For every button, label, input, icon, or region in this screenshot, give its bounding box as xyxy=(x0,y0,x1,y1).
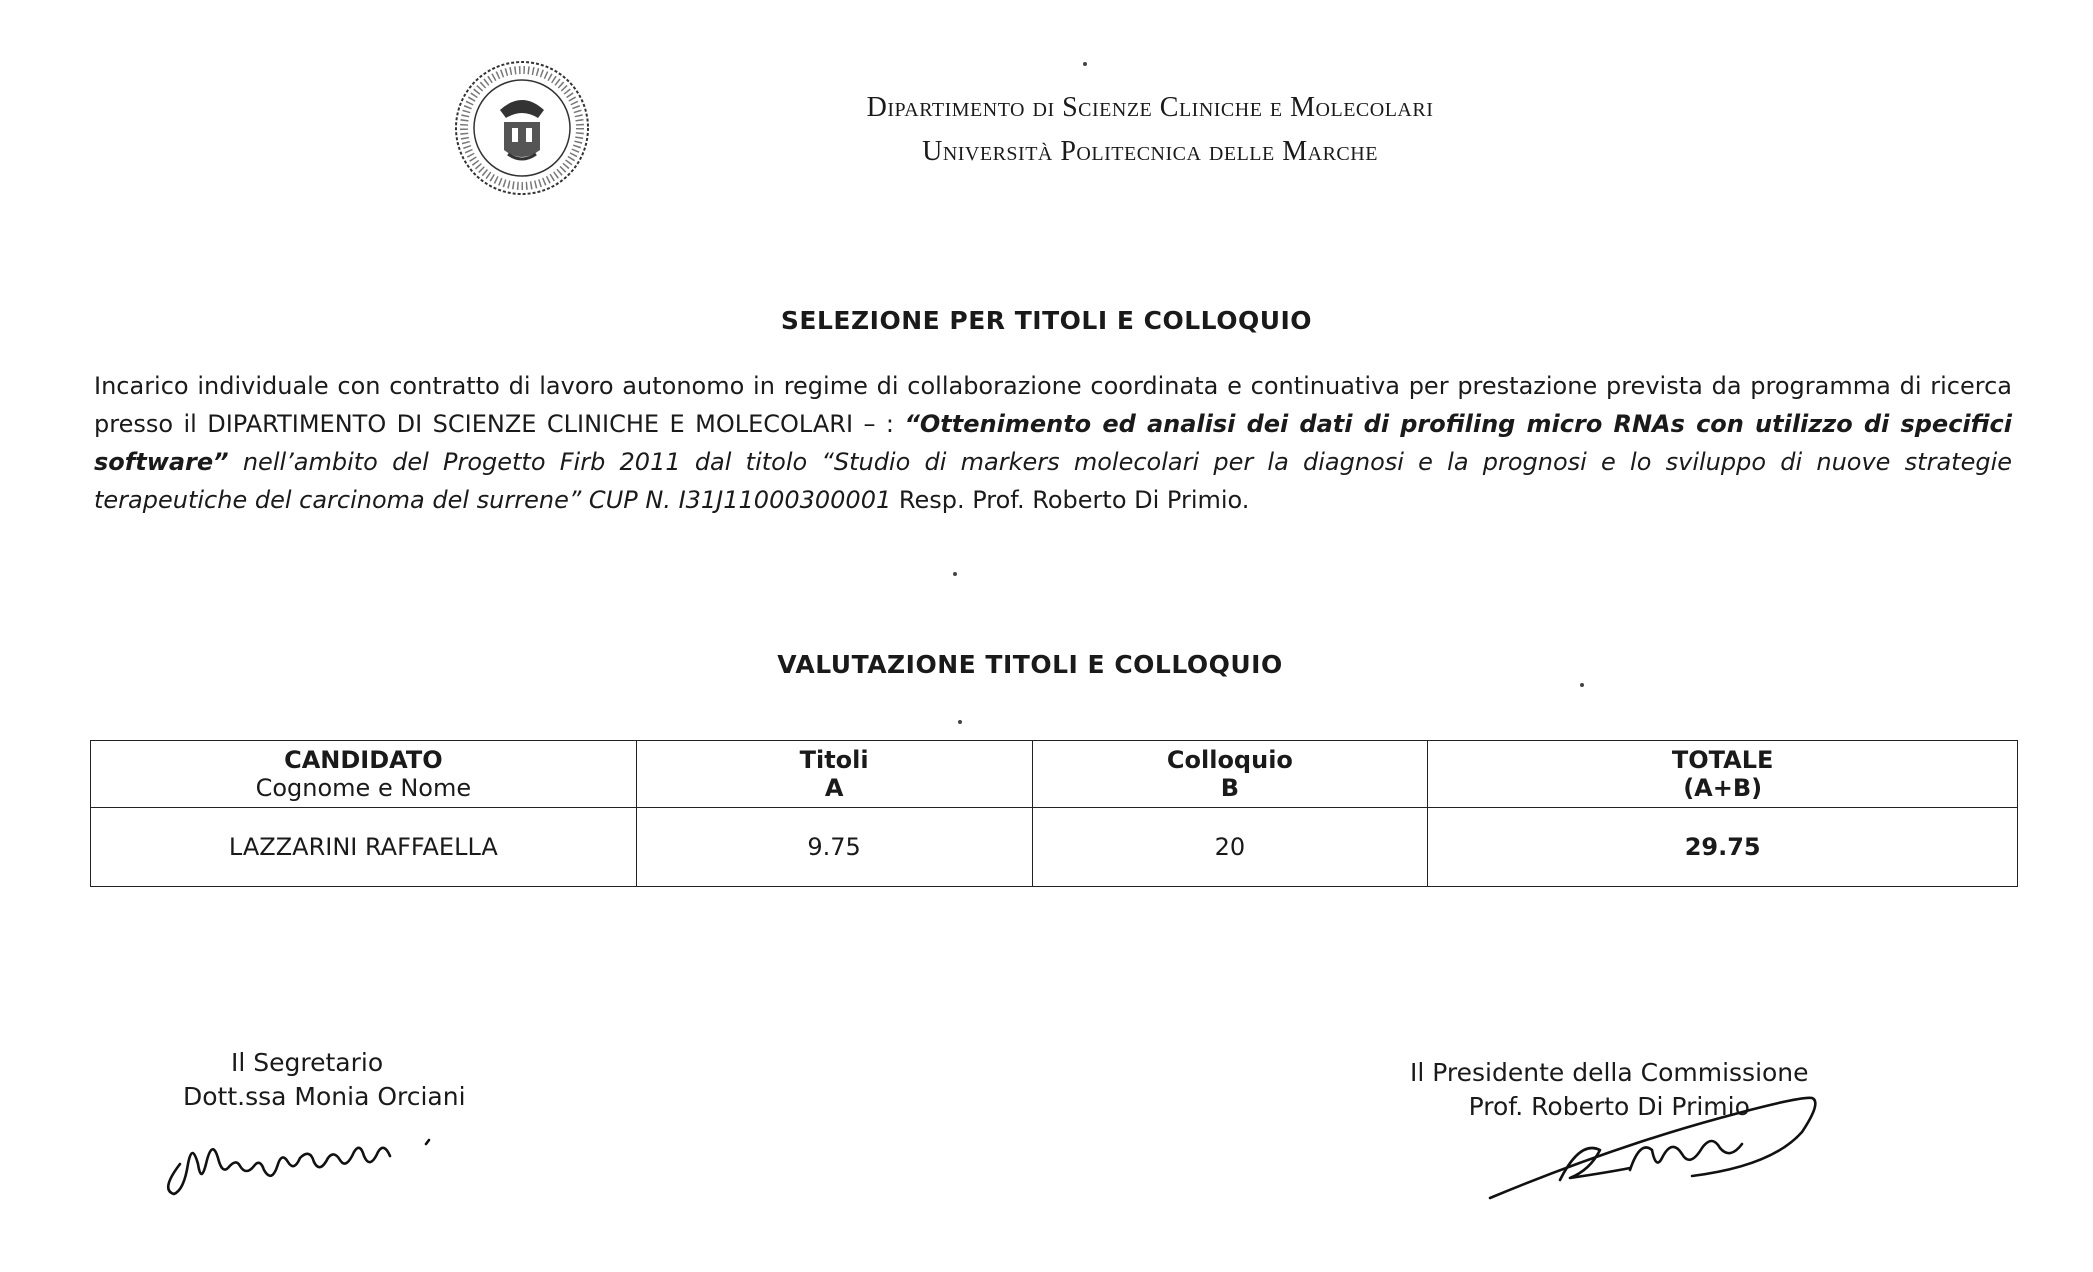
header-titoli: Titoli A xyxy=(636,741,1032,808)
university-name: Università Politecnica delle Marche xyxy=(922,136,1378,167)
president-role: Il Presidente della Commissione xyxy=(1410,1058,1809,1087)
evaluation-table xyxy=(90,740,2018,887)
description-intro: Incarico individuale con contratto di lavoro autonomo in regime di collaborazione coordinata e continuativa per prestazione prevista da programma di ricerca presso il DIPARTIMENTO DI SCIENZE CLINICHE E MOLECOLARI – : xyxy=(94,372,2012,438)
table-header-row xyxy=(91,741,2018,808)
secretary-handwritten-signature xyxy=(158,1118,488,1198)
president-name: Prof. Roberto Di Primio xyxy=(1468,1092,1750,1121)
secretary-name: Dott.ssa Monia Orciani xyxy=(183,1082,466,1111)
selection-title: SELEZIONE PER TITOLI E COLLOQUIO xyxy=(780,306,1313,335)
header-colloquio: Colloquio B xyxy=(1032,741,1428,808)
table-row xyxy=(91,808,2018,887)
secretary-signature-block xyxy=(183,1046,466,1114)
secretary-role: Il Segretario xyxy=(231,1048,384,1077)
colloquio-score: 20 xyxy=(1032,808,1428,887)
titoli-score: 9.75 xyxy=(636,808,1032,887)
header-candidate: CANDIDATO Cognome e Nome xyxy=(91,741,637,808)
description-responsible: Resp. Prof. Roberto Di Primio. xyxy=(891,486,1250,514)
scan-speck xyxy=(958,720,962,724)
assignment-description xyxy=(94,367,2012,519)
university-seal-icon xyxy=(452,58,592,198)
department-name: Dipartimento di Scienze Cliniche e Molecolari xyxy=(866,92,1434,123)
candidate-name: LAZZARINI RAFFAELLA xyxy=(91,808,637,887)
total-score: 29.75 xyxy=(1428,808,2018,887)
header-totale: TOTALE (A+B) xyxy=(1428,741,2018,808)
evaluation-title: VALUTAZIONE TITOLI E COLLOQUIO xyxy=(777,650,1283,679)
scan-speck xyxy=(1083,62,1087,66)
president-handwritten-signature xyxy=(1480,1060,1860,1210)
description-context: nell’ambito del Progetto Firb 2011 dal titolo “Studio di markers molecolari per la diagnosi e la prognosi e lo sviluppo di nuove strategie terapeutiche del carcinoma del surrene” CUP N. I31J11000300001 xyxy=(94,448,2012,514)
project-title: “Ottenimento ed analisi dei dati di profiling micro RNAs con utilizzo di specifici software” xyxy=(94,410,2012,476)
scan-speck xyxy=(953,572,957,576)
scan-speck xyxy=(1580,683,1584,687)
